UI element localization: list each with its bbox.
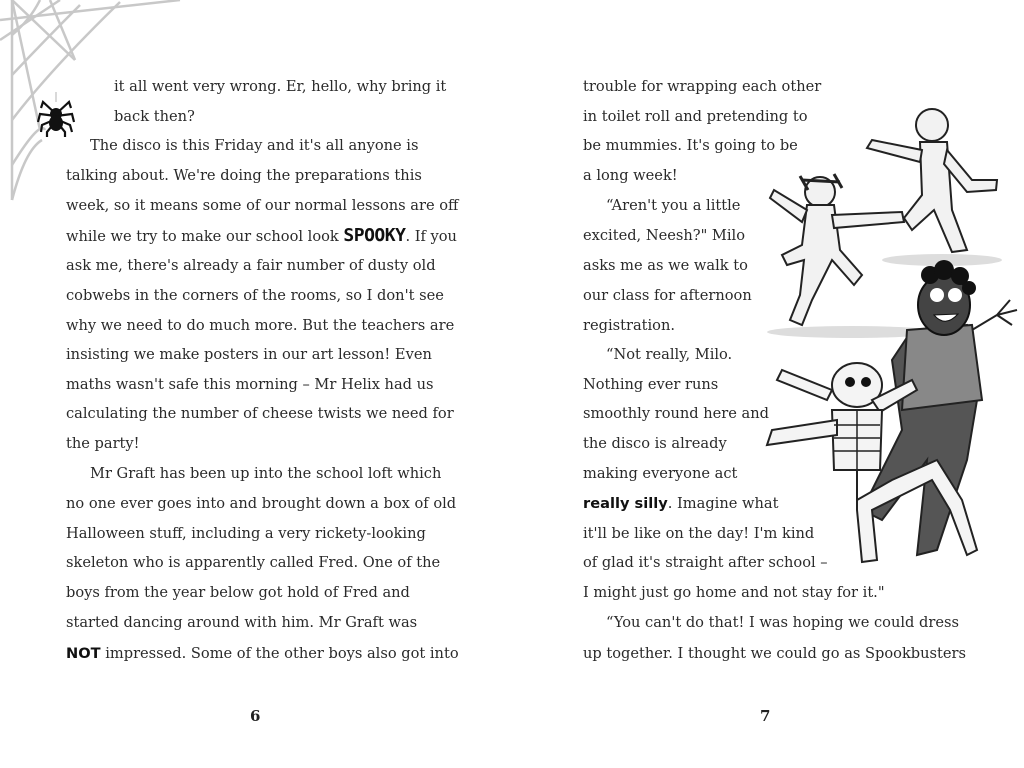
text-line: ask me, there's already a fair number of dusty old [66, 257, 436, 274]
text-line: of glad it's straight after school – [583, 554, 828, 571]
text-line [66, 227, 457, 246]
text-line: calculating the number of cheese twists we need for [66, 405, 454, 422]
text: . Imagine what [667, 495, 779, 512]
text: impressed. Some of the other boys also got into [100, 645, 459, 662]
text-line: making everyone act [583, 465, 738, 482]
text-line: “You can't do that! I was hoping we could dress [606, 614, 959, 631]
text-line: trouble for wrapping each other [583, 78, 822, 95]
text-line: back then? [114, 108, 195, 125]
text-line: the party! [66, 435, 140, 452]
text-line: started dancing around with him. Mr Graft was [66, 614, 418, 631]
emphasis-not: NOT [66, 645, 101, 662]
text-line: “Aren't you a little [606, 197, 741, 214]
text-line: boys from the year below got hold of Fred and [66, 584, 410, 601]
emphasis-spooky: SPOOKY [343, 225, 406, 246]
text-line: Nothing ever runs [583, 376, 719, 393]
text-line: “Not really, Milo. [606, 346, 733, 363]
text-line: up together. I thought we could go as Spookbusters [583, 645, 966, 662]
text-line: our class for afternoon [583, 287, 752, 304]
text-line: smoothly round here and [583, 405, 769, 422]
page-number: 7 [760, 707, 771, 725]
mummies-skeleton-illustration [762, 100, 1022, 570]
text-line: insisting we make posters in our art lesson! Even [66, 346, 432, 363]
text-line: be mummies. It's going to be [583, 137, 798, 154]
text-line: excited, Neesh?" Milo [583, 227, 745, 244]
text-line: registration. [583, 317, 676, 334]
text-line: talking about. We're doing the preparations this [66, 167, 422, 184]
text-line: Halloween stuff, including a very rickety-looking [66, 525, 426, 542]
text-line [583, 495, 778, 513]
emphasis-really-silly: really silly [583, 495, 668, 512]
page-number: 6 [250, 707, 261, 725]
text-line: asks me as we walk to [583, 257, 748, 274]
spider-icon [37, 92, 77, 138]
text-line: in toilet roll and pretending to [583, 108, 808, 125]
text-line: skeleton who is apparently called Fred. One of the [66, 554, 441, 571]
text-line: The disco is this Friday and it's all anyone is [90, 137, 419, 154]
text-line: cobwebs in the corners of the rooms, so I don't see [66, 287, 444, 304]
text-line: why we need to do much more. But the teachers are [66, 317, 455, 334]
text: while we try to make our school look [66, 228, 344, 245]
text-line: maths wasn't safe this morning – Mr Helix had us [66, 376, 434, 393]
text-line: it all went very wrong. Er, hello, why bring it [114, 78, 447, 95]
text: . If you [405, 228, 457, 245]
text-line: I might just go home and not stay for it." [583, 584, 885, 601]
text-line: a long week! [583, 167, 678, 184]
text-line: the disco is already [583, 435, 727, 452]
text-line [66, 645, 459, 663]
text-line: no one ever goes into and brought down a box of old [66, 495, 457, 512]
text-line: week, so it means some of our normal lessons are off [66, 197, 459, 214]
text-line: it'll be like on the day! I'm kind [583, 525, 815, 542]
text-line: Mr Graft has been up into the school loft which [90, 465, 442, 482]
